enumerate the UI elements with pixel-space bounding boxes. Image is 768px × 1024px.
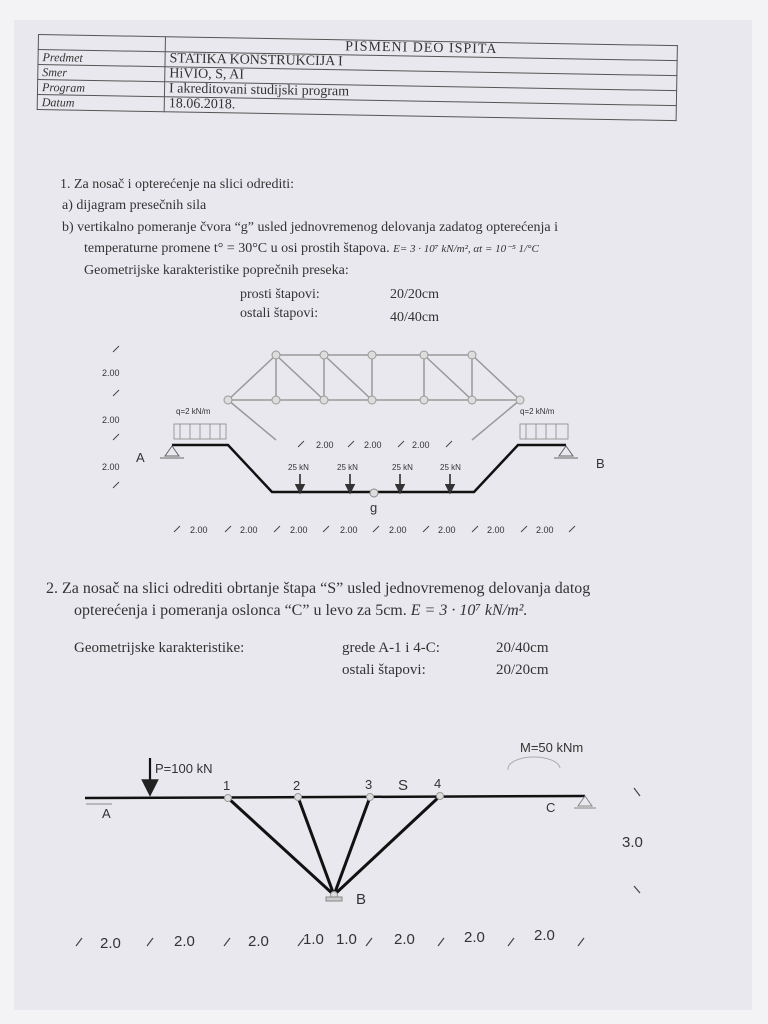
fig1-inner-span: 2.00 bbox=[412, 440, 430, 450]
fig1-load-left: q=2 kN/m bbox=[176, 407, 211, 416]
header-label: Predmet bbox=[38, 50, 165, 67]
fig2-support-b: B bbox=[356, 891, 367, 908]
fig1-span: 2.00 bbox=[536, 525, 554, 535]
fig2-span: 2.0 bbox=[248, 933, 269, 950]
fig2-node: 1 bbox=[223, 778, 231, 793]
fig1-force: 25 kN bbox=[337, 463, 358, 472]
task1-item-b: b) vertikalno pomeranje čvora “g” usled jednovremenog delovanja zadatog opterećenja i bbox=[62, 220, 559, 235]
fig2-bar-s: S bbox=[398, 777, 409, 794]
header-value: STATIKA KONSTRUKCIJA I bbox=[165, 52, 677, 76]
fig1-force: 25 kN bbox=[440, 463, 461, 472]
fig2-joints bbox=[225, 793, 444, 899]
task1-temperature: temperaturne promene t° = 30°C u osi prostih štapova. bbox=[84, 241, 390, 256]
fig2-beam bbox=[85, 796, 585, 798]
fig1-force: 25 kN bbox=[392, 463, 413, 472]
fig2-support-c: C bbox=[546, 800, 556, 815]
fig2-span: 1.0 bbox=[303, 931, 324, 948]
fig2-moment-m: M=50 kNm bbox=[520, 740, 584, 755]
task2-row1-label: grede A-1 i 4-C: bbox=[342, 640, 440, 656]
header-value: HiVIO, S, AI bbox=[165, 67, 677, 91]
header-value: I akreditovani studijski program bbox=[164, 82, 676, 106]
moment-m-arc bbox=[508, 757, 560, 770]
task1-prop1-label: prosti štapovi: bbox=[240, 287, 320, 302]
fig2-node: 3 bbox=[365, 777, 373, 792]
task2-row2-label: ostali štapovi: bbox=[342, 662, 426, 678]
fig2-truss-legs bbox=[228, 796, 440, 895]
fig2-force-p: P=100 kN bbox=[155, 761, 213, 776]
fig1-support-a: A bbox=[136, 450, 145, 465]
fig2-support-a: A bbox=[102, 806, 111, 821]
fig2-span: 2.0 bbox=[534, 927, 555, 944]
fig1-load-right: q=2 kN/m bbox=[520, 407, 555, 416]
header-value: 18.06.2018. bbox=[164, 97, 676, 121]
fig1-span: 2.00 bbox=[438, 525, 456, 535]
fig1-span: 2.00 bbox=[240, 525, 258, 535]
fig1-span: 2.00 bbox=[389, 525, 407, 535]
header-label: Datum bbox=[37, 94, 164, 111]
task2-geometry-heading: Geometrijske karakteristike: bbox=[74, 640, 245, 656]
fig1-inner-span: 2.00 bbox=[364, 440, 382, 450]
support-b-symbol bbox=[554, 446, 578, 458]
task2-row2-value: 20/20cm bbox=[496, 662, 549, 678]
task1-item-a: a) dijagram presečnih sila bbox=[62, 198, 207, 213]
fig1-height-label: 2.00 bbox=[102, 368, 120, 378]
task1-prop2-value: 40/40cm bbox=[390, 310, 439, 325]
distributed-load-right bbox=[520, 424, 568, 439]
fig1-span: 2.00 bbox=[290, 525, 308, 535]
fig1-node-g: g bbox=[370, 500, 378, 515]
node-g-marker bbox=[370, 489, 378, 497]
task1-geometry-heading: Geometrijske karakteristike poprečnih preseka: bbox=[84, 263, 349, 278]
fig1-height-label: 2.00 bbox=[102, 415, 120, 425]
support-a-symbol bbox=[160, 446, 184, 458]
header-label: Smer bbox=[38, 65, 165, 82]
main-beam bbox=[172, 445, 566, 492]
task2-material: E = 3 · 10⁷ kN/m². bbox=[410, 602, 528, 619]
fig2-span: 2.0 bbox=[174, 933, 195, 950]
fig2-node: 2 bbox=[293, 778, 301, 793]
task2-support-shift: opterećenja i pomeranja oslonca “C” u levo za 5cm. bbox=[74, 602, 407, 619]
figure-2 bbox=[0, 720, 768, 1010]
fig1-span: 2.00 bbox=[190, 525, 208, 535]
support-c-symbol bbox=[574, 796, 596, 808]
header-label: Program bbox=[37, 80, 164, 97]
fig1-support-b: B bbox=[596, 456, 605, 471]
task1-material: E= 3 · 10⁷ kN/m², αt = 10⁻⁵ 1/°C bbox=[393, 243, 539, 255]
task1-prop2-label: ostali štapovi: bbox=[240, 306, 319, 321]
fig2-node: 4 bbox=[434, 776, 442, 791]
task2-row1-value: 20/40cm bbox=[496, 640, 549, 656]
header-title: PISMENI DEO ISPITA bbox=[165, 37, 677, 61]
fig2-span: 2.0 bbox=[100, 935, 121, 952]
fig1-inner-span: 2.00 bbox=[316, 440, 334, 450]
fig2-span: 2.0 bbox=[394, 931, 415, 948]
fig1-span: 2.00 bbox=[340, 525, 358, 535]
fig1-force: 25 kN bbox=[288, 463, 309, 472]
truss-joints bbox=[224, 351, 524, 404]
fig1-span: 2.00 bbox=[487, 525, 505, 535]
task2-intro: 2. Za nosač na slici odrediti obrtanje štapa “S” usled jednovremenog delovanja datog bbox=[46, 580, 591, 597]
fig2-span: 2.0 bbox=[464, 929, 485, 946]
distributed-load-left bbox=[174, 424, 226, 439]
fig2-span: 1.0 bbox=[336, 931, 357, 948]
support-b-symbol bbox=[326, 897, 342, 901]
fig1-height-label: 2.00 bbox=[102, 462, 120, 472]
fig2-height: 3.0 bbox=[622, 834, 643, 851]
task1-intro: 1. Za nosač i opterećenje na slici odrediti: bbox=[60, 177, 295, 192]
task1-prop1-value: 20/20cm bbox=[390, 287, 439, 302]
